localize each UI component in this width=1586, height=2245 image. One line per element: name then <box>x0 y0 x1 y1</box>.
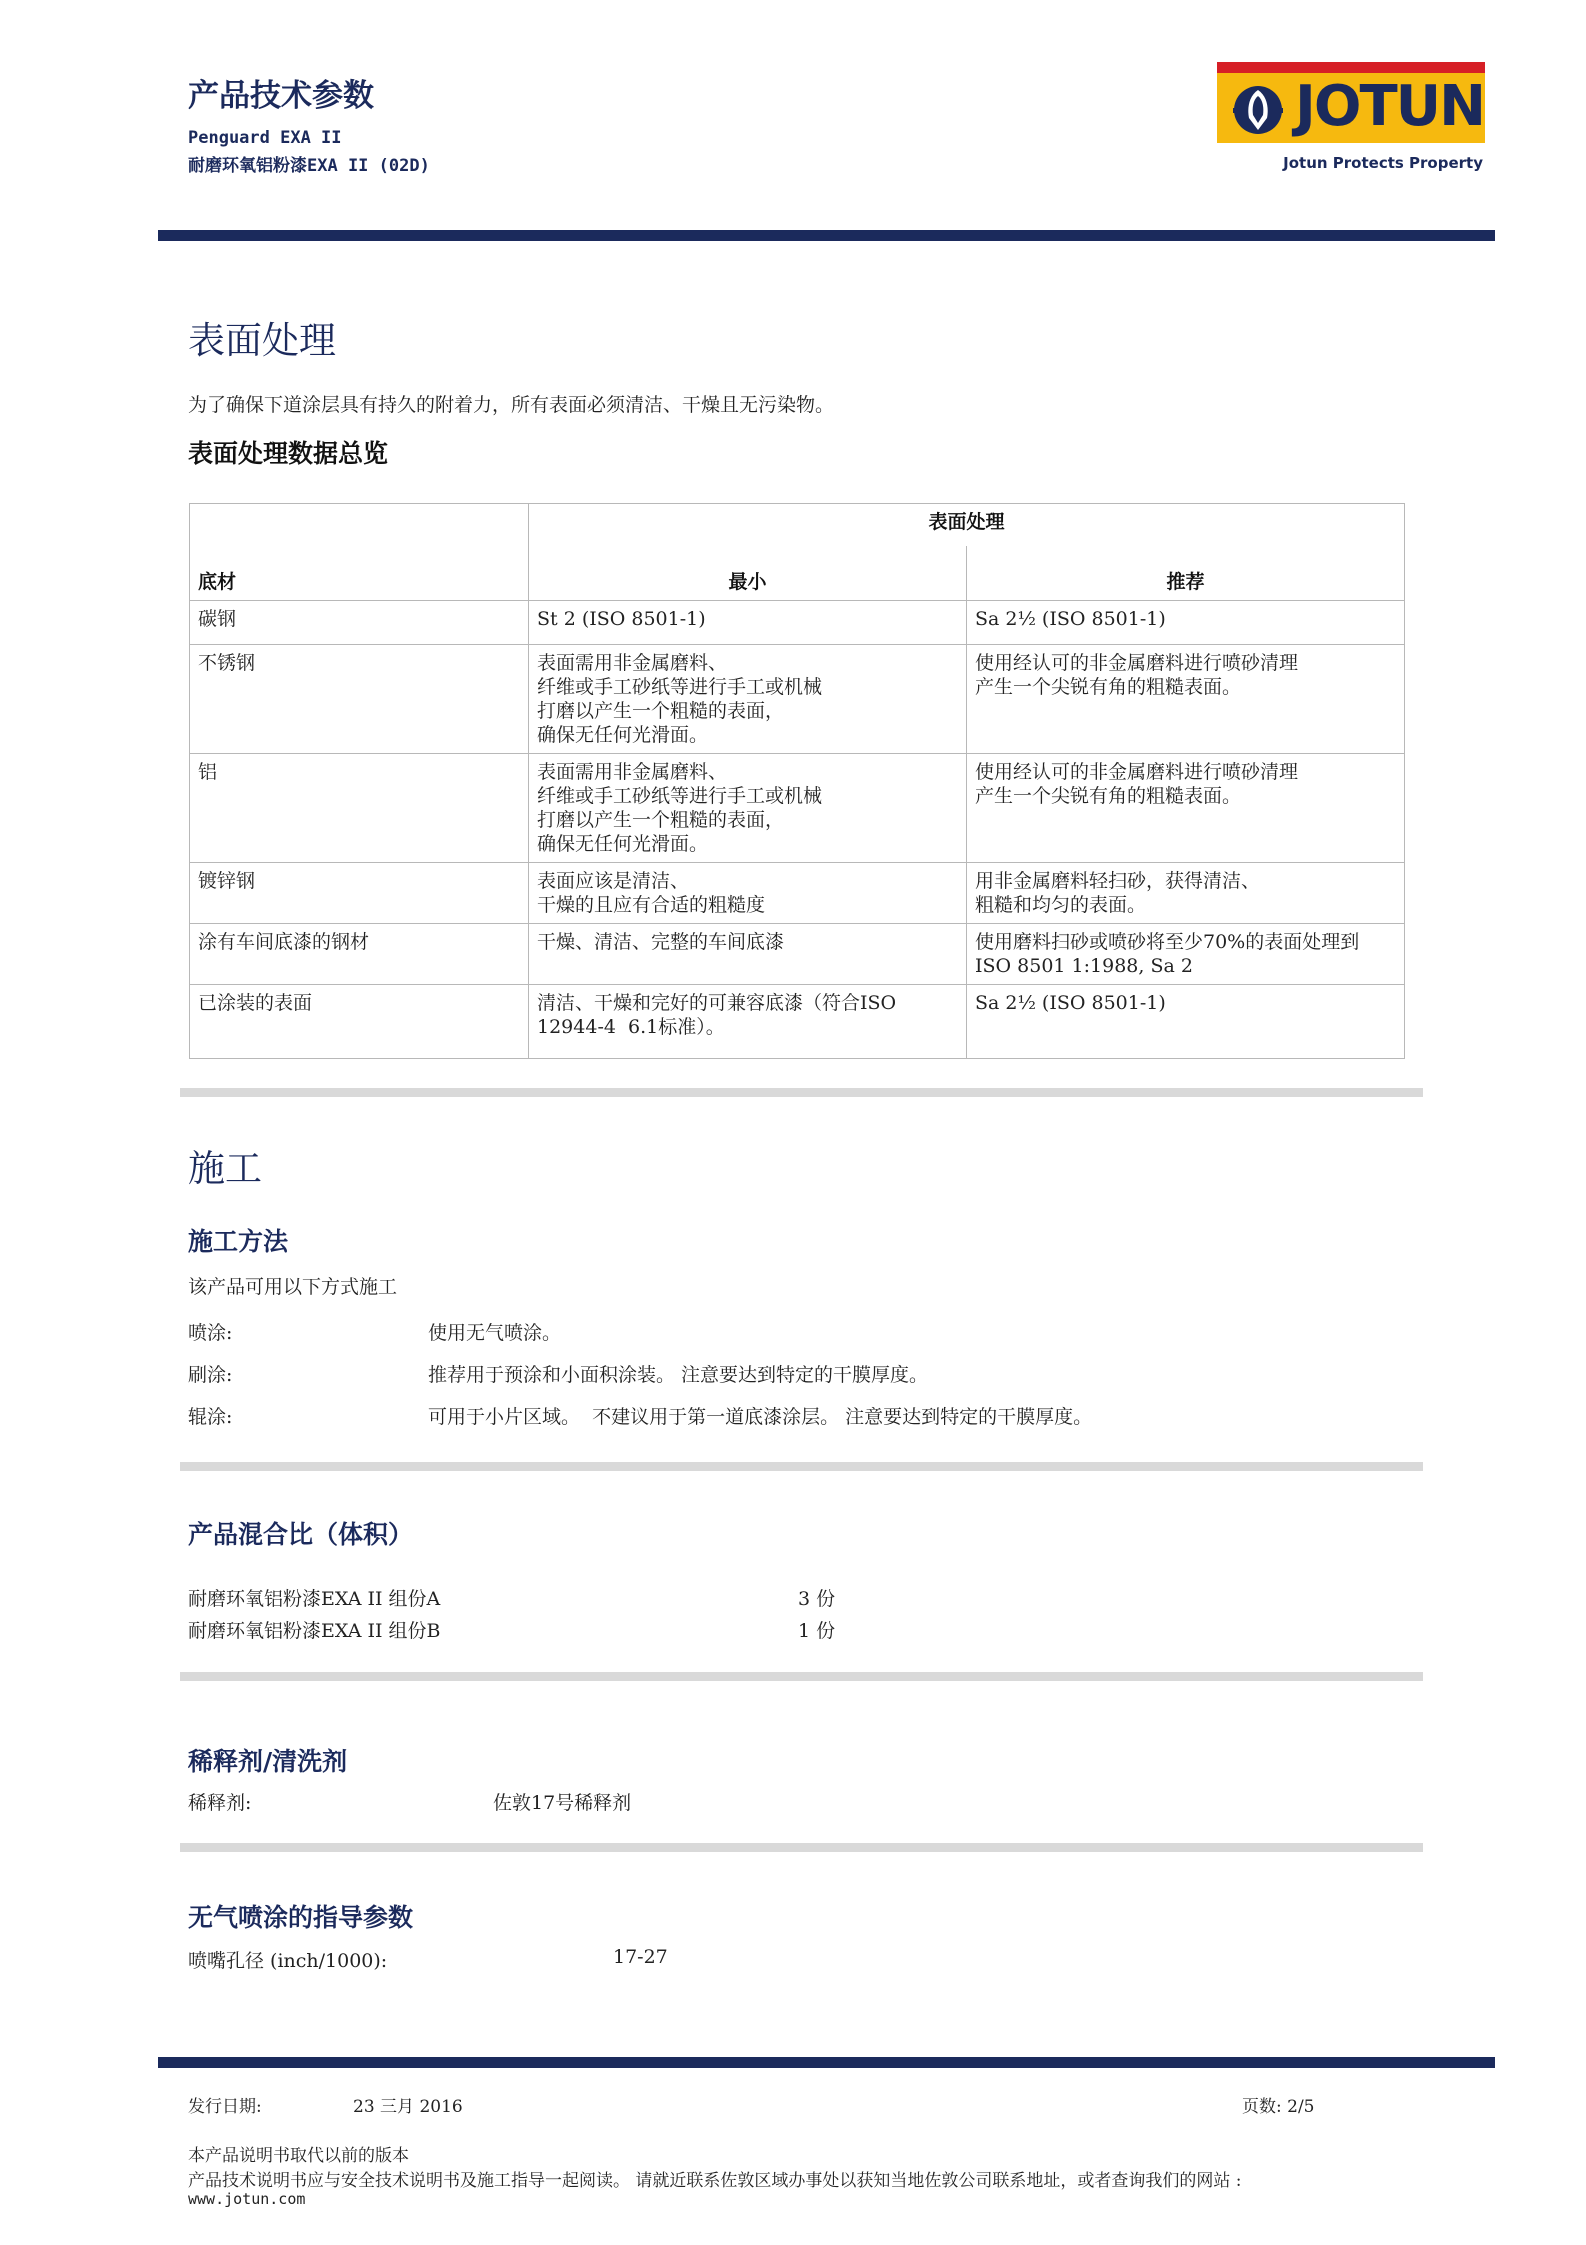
method-value-roller: 可用于小片区域。 不建议用于第一道底漆涂层。 注意要达到特定的干膜厚度。 <box>428 1406 1093 1428</box>
cell-line: 纤维或手工砂纸等进行手工或机械 <box>537 675 823 698</box>
cell-substrate: 铝 <box>190 753 529 862</box>
application-method-intro: 该产品可用以下方式施工 <box>188 1276 398 1298</box>
footer-note-2: 产品技术说明书应与安全技术说明书及施工指导一起阅读。 请就近联系佐敦区域办事处以获知当地佐敦公司联系地址，或者查询我们的网站 : <box>188 2171 1242 2191</box>
cell-line: 表面需用非金属磨料、 <box>537 760 728 783</box>
cell-min <box>529 644 967 753</box>
cell-rec <box>967 644 1405 753</box>
cell-line: 使用经认可的非金属磨料进行喷砂清理 <box>975 760 1299 783</box>
cell-line: Sa 2½ (ISO 8501-1) <box>975 991 1166 1014</box>
cell-line: 表面需用非金属磨料、 <box>537 651 728 674</box>
cell-substrate: 涂有车间底漆的钢材 <box>190 923 529 984</box>
cell-line: ISO 8501 1:1988, Sa 2 <box>975 954 1193 977</box>
footer-website-link[interactable]: www.jotun.com <box>188 2190 306 2208</box>
logo-wordmark: JOTUN <box>1295 74 1484 139</box>
cell-line: 表面应该是清洁、 <box>537 869 690 892</box>
table-row <box>190 644 1405 753</box>
mixing-value-b: 1 份 <box>798 1620 836 1642</box>
table-row <box>190 862 1405 923</box>
cell-substrate: 已涂装的表面 <box>190 984 529 1058</box>
col-header-substrate: 底材 <box>190 504 529 601</box>
cell-substrate: 镀锌钢 <box>190 862 529 923</box>
application-heading: 施工 <box>188 1147 262 1190</box>
cell-min <box>529 923 967 984</box>
cell-rec <box>967 600 1405 644</box>
cell-substrate: 不锈钢 <box>190 644 529 753</box>
col-header-rec: 推荐 <box>967 546 1405 600</box>
cell-substrate: 碳钢 <box>190 600 529 644</box>
method-label-brush: 刷涂: <box>188 1364 233 1386</box>
thinner-label: 稀释剂: <box>188 1792 252 1814</box>
section-divider <box>180 1462 1423 1471</box>
cell-min <box>529 753 967 862</box>
airless-label: 喷嘴孔径 (inch/1000): <box>188 1950 388 1972</box>
cell-line: 粗糙和均匀的表面。 <box>975 893 1147 916</box>
airless-value: 17-27 <box>613 1946 668 1968</box>
mixing-value-a: 3 份 <box>798 1588 836 1610</box>
cell-line: St 2 (ISO 8501-1) <box>537 607 706 630</box>
cell-min <box>529 862 967 923</box>
airless-heading: 无气喷涂的指导参数 <box>188 1903 414 1932</box>
product-name-en: Penguard EXA II <box>188 128 342 148</box>
footer-note-1: 本产品说明书取代以前的版本 <box>188 2146 409 2166</box>
section-divider <box>180 1088 1423 1097</box>
cell-line: 纤维或手工砂纸等进行手工或机械 <box>537 784 823 807</box>
issue-date-value: 23 三月 2016 <box>353 2097 463 2117</box>
mixing-heading: 产品混合比（体积） <box>188 1520 414 1549</box>
issue-date-label: 发行日期: <box>188 2097 262 2117</box>
surface-prep-table <box>189 503 1405 1059</box>
method-value-spray: 使用无气喷涂。 <box>428 1322 562 1344</box>
cell-line: Sa 2½ (ISO 8501-1) <box>975 607 1166 630</box>
col-group-header: 表面处理 <box>529 504 1405 547</box>
mixing-label-a: 耐磨环氧铝粉漆EXA II 组份A <box>188 1588 441 1610</box>
cell-line: 打磨以产生一个粗糙的表面， <box>537 699 785 722</box>
cell-rec <box>967 862 1405 923</box>
product-name-cn: 耐磨环氧铝粉漆EXA II (02D) <box>188 156 430 176</box>
cell-line: 确保无任何光滑面。 <box>537 723 709 746</box>
surface-prep-summary-heading: 表面处理数据总览 <box>188 439 389 468</box>
logo-red-bar <box>1217 62 1485 73</box>
cell-min <box>529 600 967 644</box>
cell-min <box>529 984 967 1058</box>
method-label-roller: 辊涂: <box>188 1406 233 1428</box>
method-value-brush: 推荐用于预涂和小面积涂装。 注意要达到特定的干膜厚度。 <box>428 1364 929 1386</box>
surface-prep-rows <box>190 600 1405 1058</box>
cell-line: 干燥的且应有合适的粗糙度 <box>537 893 766 916</box>
thinner-value: 佐敦17号稀释剂 <box>493 1792 632 1814</box>
method-label-spray: 喷涂: <box>188 1322 233 1344</box>
col-header-min: 最小 <box>529 546 967 600</box>
jotun-emblem-icon <box>1229 82 1287 138</box>
surface-prep-intro: 为了确保下道涂层具有持久的附着力，所有表面必须清洁、干燥且无污染物。 <box>188 394 835 416</box>
header-divider <box>158 230 1495 241</box>
table-row <box>190 753 1405 862</box>
table-row <box>190 600 1405 644</box>
cell-line: 用非金属磨料轻扫砂，获得清洁、 <box>975 869 1261 892</box>
footer-divider <box>158 2057 1495 2068</box>
cell-line: 打磨以产生一个粗糙的表面， <box>537 808 785 831</box>
cell-rec <box>967 753 1405 862</box>
cell-line: 12944-4 6.1标准）。 <box>537 1015 725 1038</box>
cell-line: 使用磨料扫砂或喷砂将至少70%的表面处理到 <box>975 930 1360 953</box>
mixing-label-b: 耐磨环氧铝粉漆EXA II 组份B <box>188 1620 441 1642</box>
cell-line: 清洁、干燥和完好的可兼容底漆（符合ISO <box>537 991 897 1014</box>
thinner-heading: 稀释剂/清洗剂 <box>188 1747 348 1776</box>
cell-rec <box>967 923 1405 984</box>
section-divider <box>180 1843 1423 1852</box>
application-method-heading: 施工方法 <box>188 1227 289 1256</box>
logo-tagline: Jotun Protects Property <box>1283 154 1483 172</box>
surface-prep-heading: 表面处理 <box>188 319 336 362</box>
cell-line: 确保无任何光滑面。 <box>537 832 709 855</box>
section-divider <box>180 1672 1423 1681</box>
page-number: 页数: 2/5 <box>1242 2097 1315 2117</box>
cell-line: 干燥、清洁、完整的车间底漆 <box>537 930 785 953</box>
document-title: 产品技术参数 <box>188 78 374 114</box>
cell-line: 使用经认可的非金属磨料进行喷砂清理 <box>975 651 1299 674</box>
table-row <box>190 984 1405 1058</box>
cell-line: 产生一个尖锐有角的粗糙表面。 <box>975 784 1242 807</box>
table-row <box>190 923 1405 984</box>
cell-line: 产生一个尖锐有角的粗糙表面。 <box>975 675 1242 698</box>
jotun-logo <box>1217 62 1485 172</box>
cell-rec <box>967 984 1405 1058</box>
